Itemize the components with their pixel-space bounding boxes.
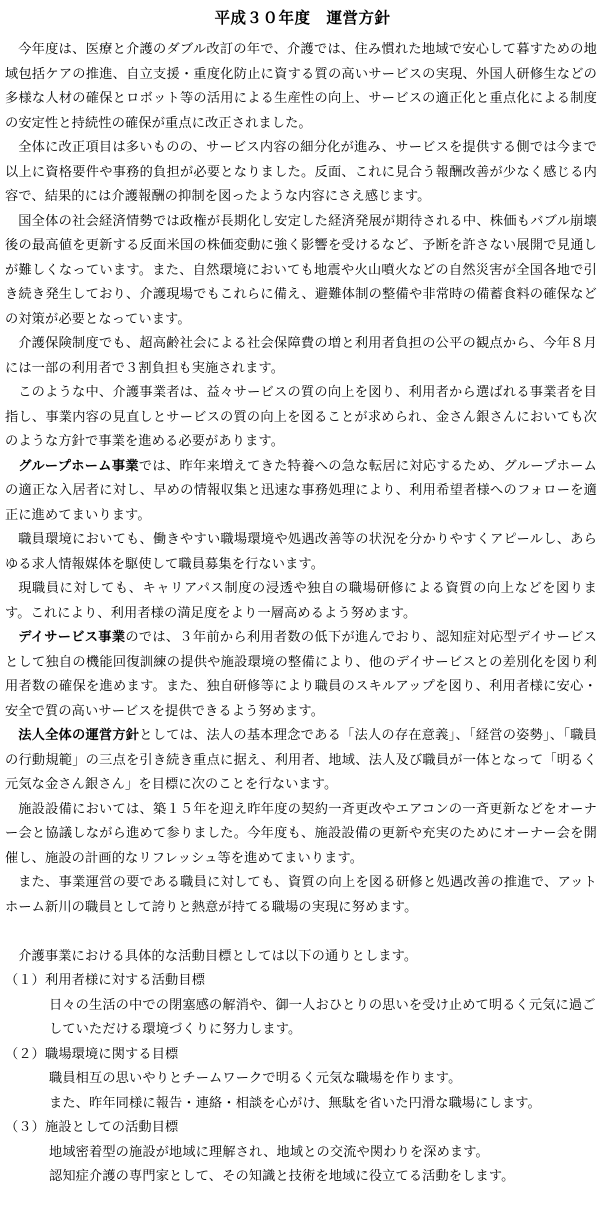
paragraph-7: 職員環境においても、働きやすい職場環境や処遇改善等の状況を分かりやすくアピールし、あらゆる求人情報媒体を駆使して職員募集を行ないます。	[5, 532, 597, 572]
group-home-heading: グループホーム事業	[18, 458, 139, 474]
goal-3-line-2: 認知症介護の専門家として、その知識と技術を地域に役立てる活動をします。	[49, 1169, 515, 1184]
paragraph-1: 今年度は、医療と介護のダブル改訂の年で、介護では、住み慣れた地域で安心して暮すための地域包括ケアの推進、自立支援・重度化防止に資する質の高いサービスの実現、外国人研修生などの多様な人材の確保とロボット等の活用による生産性の向上、サービスの適正化と重点化による制度の安定性と持続性の確保が重点に改正されました。	[5, 42, 597, 131]
goal-3-line-1: 地域密着型の施設が地域に理解され、地域との交流や関わりを深めます。	[49, 1144, 489, 1160]
paragraph-4: 介護保険制度でも、超高齢社会による社会保障費の増と利用者負担の公平の観点から、今年８月には一部の利用者で３割負担も実施されます。	[5, 336, 597, 376]
corporate-policy-heading: 法人全体の運営方針	[18, 728, 140, 743]
goal-1-line-1: 日々の生活の中での閉塞感の解消や、御一人おひとりの思いを受け止めて明るく元気に過ごしていただける環境づくりに努力します。	[49, 997, 596, 1037]
goal-heading-2: （２）職場環境に関する目標	[5, 1046, 179, 1062]
goal-heading-3: （３）施設としての活動目標	[5, 1120, 179, 1135]
corporate-policy-text: としては、法人の基本理念である「法人の存在意義」、「経営の姿勢」、「職員の行動規範」の三点を引き続き重点に据え、利用者、地域、法人及び職員が一体となって「明るく元気な金さん銀さん」を目標に次のことを行ないます。	[5, 728, 597, 792]
goal-heading-1: （１）利用者様に対する活動目標	[5, 973, 206, 988]
group-home-text: では、昨年来増えてきた特養への急な転居に対応するため、グループホームの適正な入居者に対し、早めの情報収集と迅速な事務処理により、利用希望者様へのフォローを適正に進めてまいります。	[5, 458, 597, 523]
goal-2-line-1: 職員相互の思いやりとチームワークで明るく元気な職場を作ります。	[49, 1071, 462, 1086]
paragraph-3: 国全体の社会経済情勢では政権が長期化し安定した経済発展が期待される中、株価もバブル崩壊後の最高値を更新する反面米国の株価変動に強く影響を受けるなど、予断を許さない展開で見通しが難しくなっています。また、自然環境においても地震や火山噴火などの自然災害が全国各地で引き続き発生しており、介護現場でもこれらに備え、避難体制の整備や非常時の備蓄食料の確保などの対策が必要となっています。	[5, 213, 597, 327]
paragraph-12: また、事業運営の要である職員に対しても、資質の向上を図る研修と処遇改善の推進で、アットホーム新川の職員として誇りと熱意が持てる職場の実現に努めます。	[5, 875, 597, 915]
paragraph-8: 現職員に対しても、キャリアパス制度の浸透や独自の職場研修による資質の向上などを図ります。これにより、利用者様の満足度をより一層高めるよう努めます。	[5, 581, 597, 621]
paragraph-group-home	[5, 455, 597, 529]
goals-intro: 介護事業における具体的な活動目標としては以下の通りとします。	[18, 948, 418, 964]
document-body	[5, 38, 597, 1190]
paragraph-corporate-policy	[5, 724, 597, 798]
paragraph-day-service	[5, 626, 597, 724]
document-title: 平成３０年度 運営方針	[214, 9, 391, 27]
spacer	[5, 920, 597, 945]
paragraph-11: 施設設備においては、築１５年を迎え昨年度の契約一斉更改やエアコンの一斉更新などをオーナー会と協議しながら進めて参りました。今年度も、施設設備の更新や充実のためにオーナー会を開催し、施設の計画的なリフレッシュ等を進めてまいります。	[5, 801, 597, 866]
day-service-heading: デイサービス事業	[18, 630, 126, 645]
paragraph-5: このような中、介護事業者は、益々サービスの質の向上を図り、利用者から選ばれる事業者を目指し、事業内容の見直しとサービスの質の向上を図ることが求められ、金さん銀さんにおいても次のような方針で事業を進める必要があります。	[5, 385, 597, 449]
paragraph-2: 全体に改正項目は多いものの、サービス内容の細分化が進み、サービスを提供する側では今まで以上に資格要件や事務的負担が必要となりました。反面、これに見合う報酬改善が少なく感じる内容で、結果的には介護報酬の抑制を図ったような内容にさえ感じます。	[5, 140, 597, 204]
day-service-text: のでは、３年前から利用者数の低下が進んでおり、認知症対応型デイサービスとして独自の機能回復訓練の提供や施設環境の整備により、他のデイサービスとの差別化を図り利用者数の確保を進めます。また、独自研修等により職員のスキルアップを図り、利用者様に安心・安全で質の高いサービスを提供できるよう努めます。	[5, 630, 597, 719]
goal-2-line-2: また、昨年同様に報告・連絡・相談を心がけ、無駄を省いた円滑な職場にします。	[49, 1095, 541, 1111]
